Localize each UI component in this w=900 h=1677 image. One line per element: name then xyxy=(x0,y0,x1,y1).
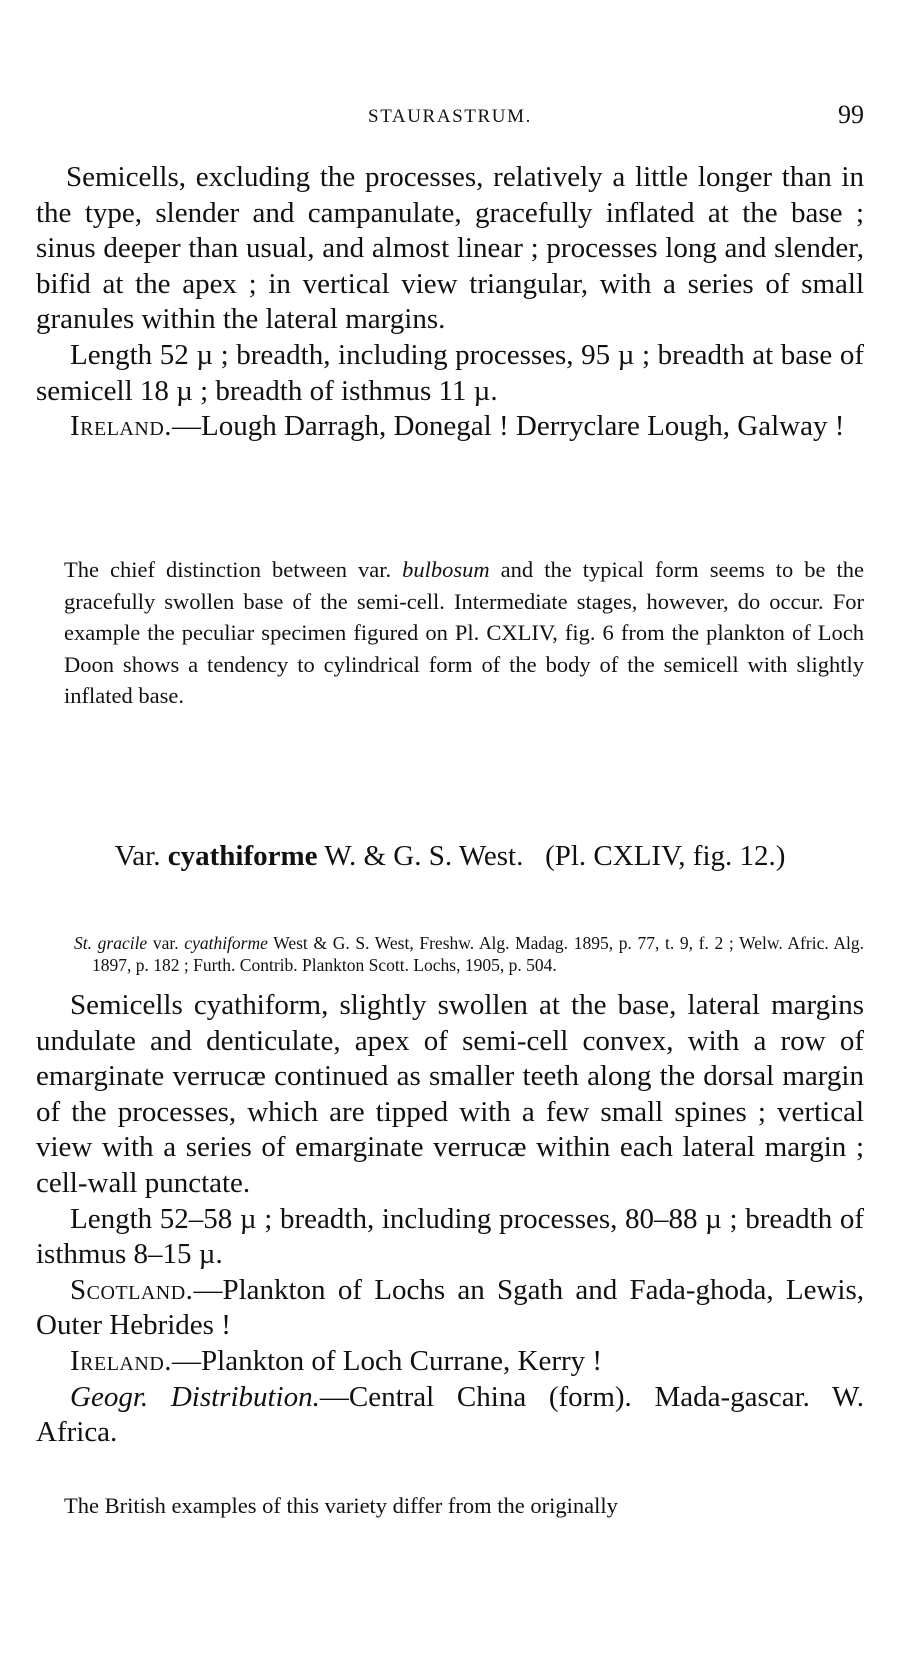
measurements: Length 52 µ ; breadth, including processes, 95 µ ; breadth at base of semicell 18 µ ; breadth of isthmus 11 µ. xyxy=(36,338,864,407)
variety-name: cyathiforme xyxy=(167,840,318,872)
running-head xyxy=(36,100,864,132)
region-name: Ireland. xyxy=(70,410,173,443)
region-name: Ireland. xyxy=(70,1344,173,1377)
measurements-2: Length 52–58 µ ; breadth, including processes, 80–88 µ ; breadth of isthmus 8–15 µ. xyxy=(36,1202,864,1271)
var-cyathiforme-description-block xyxy=(36,988,864,1451)
var-bulbosum-description-block xyxy=(36,160,864,445)
variety-prefix: Var. xyxy=(114,840,161,872)
synonym-species: St. gracile xyxy=(74,933,148,953)
locality-ireland xyxy=(36,409,864,445)
distribution-text: —Central China (form). Mada-gascar. W. Africa. xyxy=(36,1380,864,1449)
variety-heading xyxy=(36,838,864,874)
synonymy-entry xyxy=(74,932,864,976)
figure-reference: (Pl. CXLIV, fig. 12.) xyxy=(545,840,786,872)
note-text-after: and the typical form seems to be the gracefully swollen base of the semi-cell. Intermediate stages, however, do occur. For example the peculiar specimen figured on Pl. CXLIV, fig. 6 from the plankton of Loch Doon shows a tendency to cylindrical form of the body of the semicell with slightly inflated base. xyxy=(64,557,864,708)
note-italic-name: bulbosum xyxy=(402,557,490,582)
locality-scotland xyxy=(36,1273,864,1344)
page-number: 99 xyxy=(838,100,864,129)
synonymy xyxy=(74,932,864,976)
locality-ireland-2 xyxy=(36,1344,864,1380)
variety-authority: W. & G. S. West. xyxy=(324,840,524,872)
synonym-citations: West & G. S. West, Freshw. Alg. Madag. 1895, p. 77, t. 9, f. 2 ; Welw. Afric. Alg. 1897, p. 182 ; Furth. Contrib. Plankton Scott. Lochs, 1905, p. 504. xyxy=(92,933,865,975)
note-paragraph xyxy=(64,554,864,712)
note-paragraph-2: The British examples of this variety differ from the originally xyxy=(64,1493,618,1518)
geographic-distribution xyxy=(36,1380,864,1451)
closing-note xyxy=(64,1490,864,1522)
locality-text: —Plankton of Lochs an Sgath and Fada-ghoda, Lewis, Outer Hebrides ! xyxy=(36,1273,864,1342)
discussion-note xyxy=(64,554,864,712)
running-title: STAURASTRUM. xyxy=(368,106,532,127)
synonym-var-word: var. xyxy=(152,933,179,953)
synonym-var-name: cyathiforme xyxy=(184,933,268,953)
semicell-description: Semicells, excluding the processes, relatively a little longer than in the type, slender and campanulate, gracefully inflated at the base ; sinus deeper than usual, and almost linear ; processes long and slender, bifid at the apex ; in vertical view triangular, with a series of small granules within the lateral margins. xyxy=(36,161,864,336)
locality-text: —Lough Darragh, Donegal ! Derryclare Lough, Galway ! xyxy=(172,410,845,443)
note-text-before: The chief distinction between var. xyxy=(64,557,403,582)
semicell-description-2: Semicells cyathiform, slightly swollen at the base, lateral margins undulate and denticulate, apex of semi-cell convex, with a row of emarginate verrucæ continued as smaller teeth along the dorsal margin of the processes, which are tipped with a few small spines ; vertical view with a series of emarginate verrucæ within each lateral margin ; cell-wall punctate. xyxy=(36,989,864,1199)
distribution-label: Geogr. Distribution. xyxy=(70,1380,320,1413)
locality-text: —Plankton of Loch Currane, Kerry ! xyxy=(172,1344,603,1377)
region-name: Scotland. xyxy=(70,1273,194,1306)
